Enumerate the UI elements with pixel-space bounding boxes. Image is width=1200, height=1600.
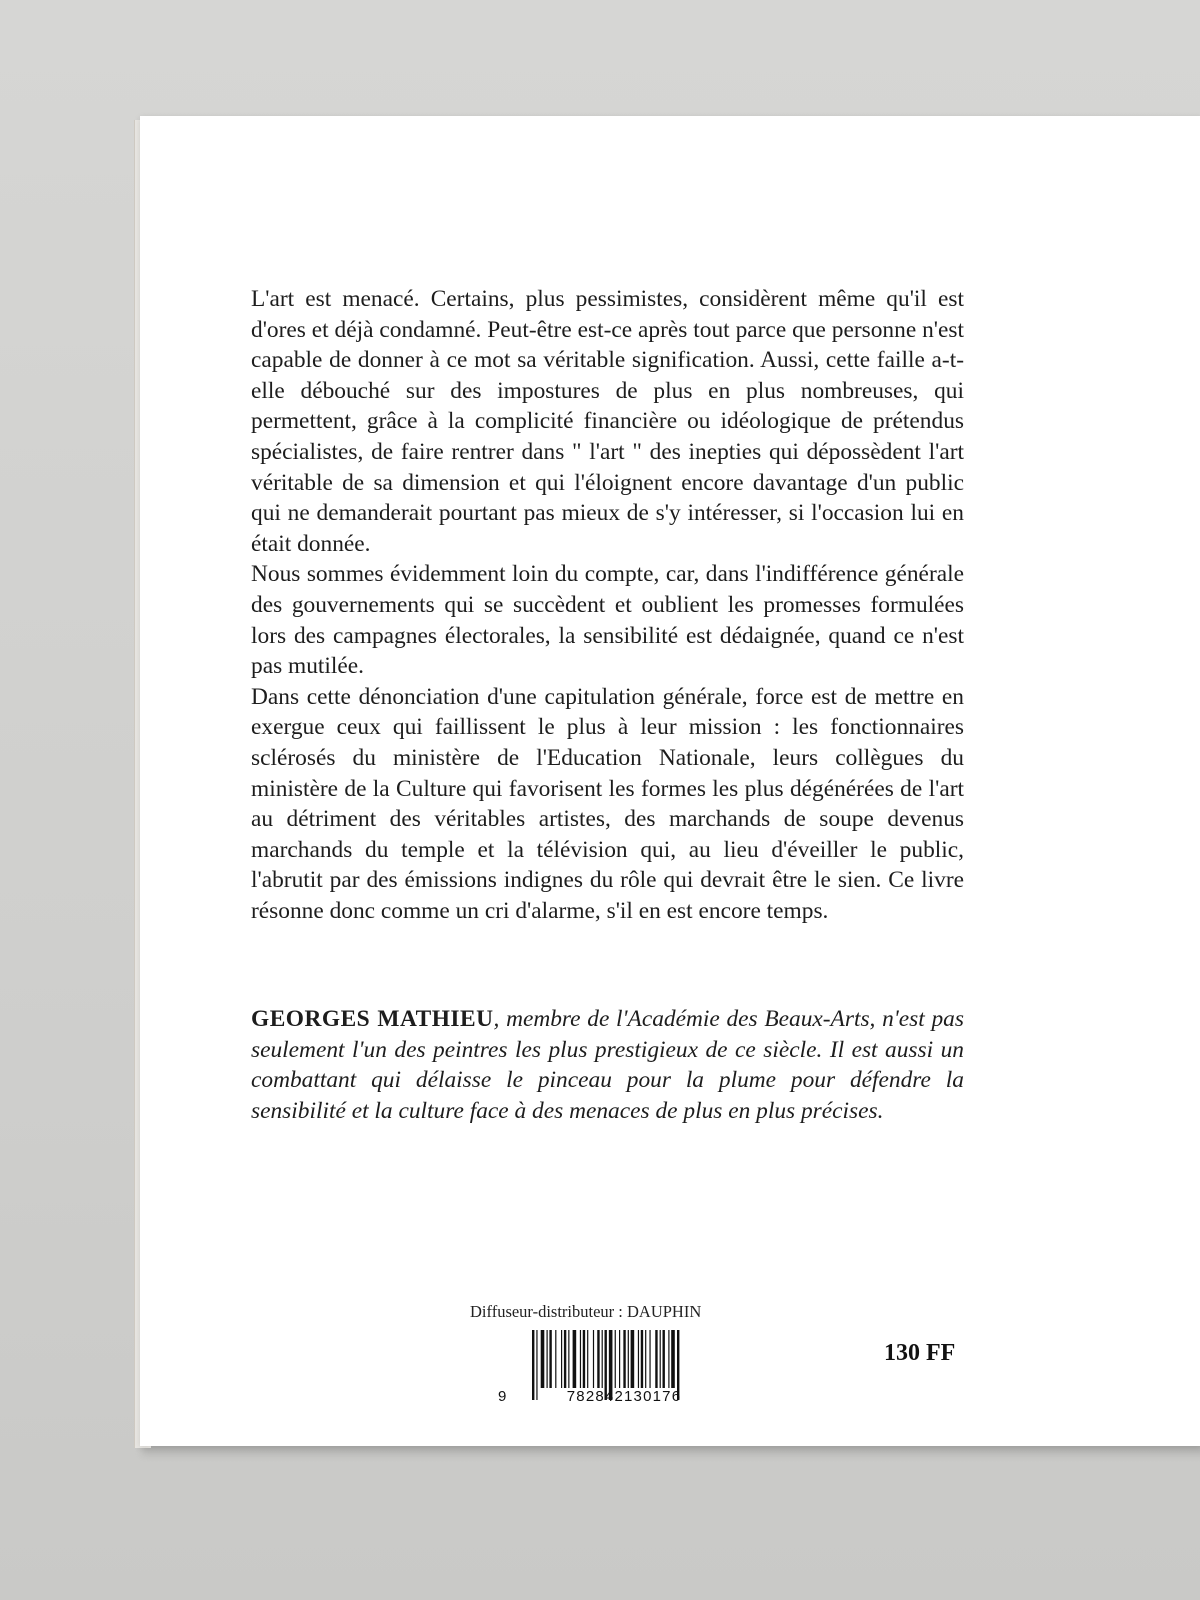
barcode-bar [628, 1330, 629, 1388]
barcode-bar [655, 1330, 657, 1388]
blurb-text [251, 284, 964, 926]
barcode-bar [660, 1330, 661, 1388]
isbn-barcode [498, 1330, 718, 1406]
isbn-lead-digit: 9 [498, 1388, 507, 1405]
barcode-bar [549, 1330, 551, 1388]
barcode-bar [583, 1330, 585, 1388]
barcode-bar [641, 1330, 643, 1388]
barcode-bar [623, 1330, 625, 1388]
barcode-bar [547, 1330, 548, 1388]
barcode-bar [555, 1330, 556, 1388]
book-back-cover [140, 116, 1200, 1446]
barcode-bar [573, 1330, 577, 1388]
barcode-bar [593, 1330, 594, 1388]
barcode-bar [671, 1330, 675, 1388]
barcode-bar [568, 1330, 569, 1388]
barcode-bar [649, 1330, 650, 1388]
blurb-paragraph: Dans cette dénonciation d'une capitulation générale, force est de mettre en exergue ceux qui faillissent le plus à leur mission : les fonctionnaires sclérosés du ministère de l'Education Nationale, leurs collègues du ministère de la Culture qui favorisent les formes les plus dégénérées de l'art au détriment des véritables artistes, des marchands de soupe devenus marchands du temple et la télévision qui, au lieu d'éveiller le public, l'abrutit par des émissions indignes du rôle qui devrait être le sien. Ce livre résonne donc comme un cri d'alarme, s'il en est encore temps. [251, 683, 964, 924]
barcode-bar [615, 1330, 616, 1388]
barcode-bar [668, 1330, 669, 1388]
blurb-paragraph: Nous sommes évidemment loin du compte, car, dans l'indifférence générale des gouvernements qui se succèdent et oublient les promesses formulées lors des campagnes électorales, la sensibilité est dédaignée, quand ce n'est pas mutilée. [251, 561, 964, 680]
barcode-bar [619, 1330, 620, 1388]
barcode-bar [597, 1330, 599, 1388]
barcode-bar [663, 1330, 665, 1388]
barcode-bar [564, 1330, 566, 1388]
isbn-digits: 782842130176 [566, 1388, 682, 1405]
barcode-bar [561, 1330, 562, 1388]
price-label: 130 FF [884, 1340, 956, 1366]
author-name: GEORGES MATHIEU [251, 1006, 494, 1032]
barcode-bar [602, 1330, 603, 1388]
barcode-bar [645, 1330, 646, 1388]
barcode-bar [631, 1330, 635, 1388]
author-description: , membre de l'Académie des Beaux-Arts, n'est pas seulement l'un des peintres les plus prestigieux de ce siècle. Il est aussi un combattant qui délaisse le pinceau pour la plume pour défendre la sensibilité et la culture face à des menaces de plus en plus précises. [251, 1006, 964, 1124]
distributor-line: Diffuseur-distributeur : DAUPHIN [470, 1302, 702, 1321]
barcode-bar [580, 1330, 581, 1388]
blurb-paragraph: L'art est menacé. Certains, plus pessimistes, considèrent même qu'il est d'ores et déjà condamné. Peut-être est-ce après tout parce que personne n'est capable de donner à ce mot sa véritable signification. Aussi, cette faille a-t-elle débouché sur des impostures de plus en plus nombreuses, qui permettent, grâce à la complicité financière ou idéologique de prétendus spécialistes, de faire rentrer dans " l'art " des inepties qui dépossèdent l'art véritable de sa dimension et qui l'éloignent encore davantage d'un public qui ne demanderait pourtant pas mieux de s'y intéresser, si l'occasion lui en était donnée. [251, 286, 964, 557]
barcode-bar [587, 1330, 588, 1388]
author-bio [251, 1004, 964, 1126]
barcode-bar [541, 1330, 545, 1388]
barcode-bar [638, 1330, 639, 1388]
